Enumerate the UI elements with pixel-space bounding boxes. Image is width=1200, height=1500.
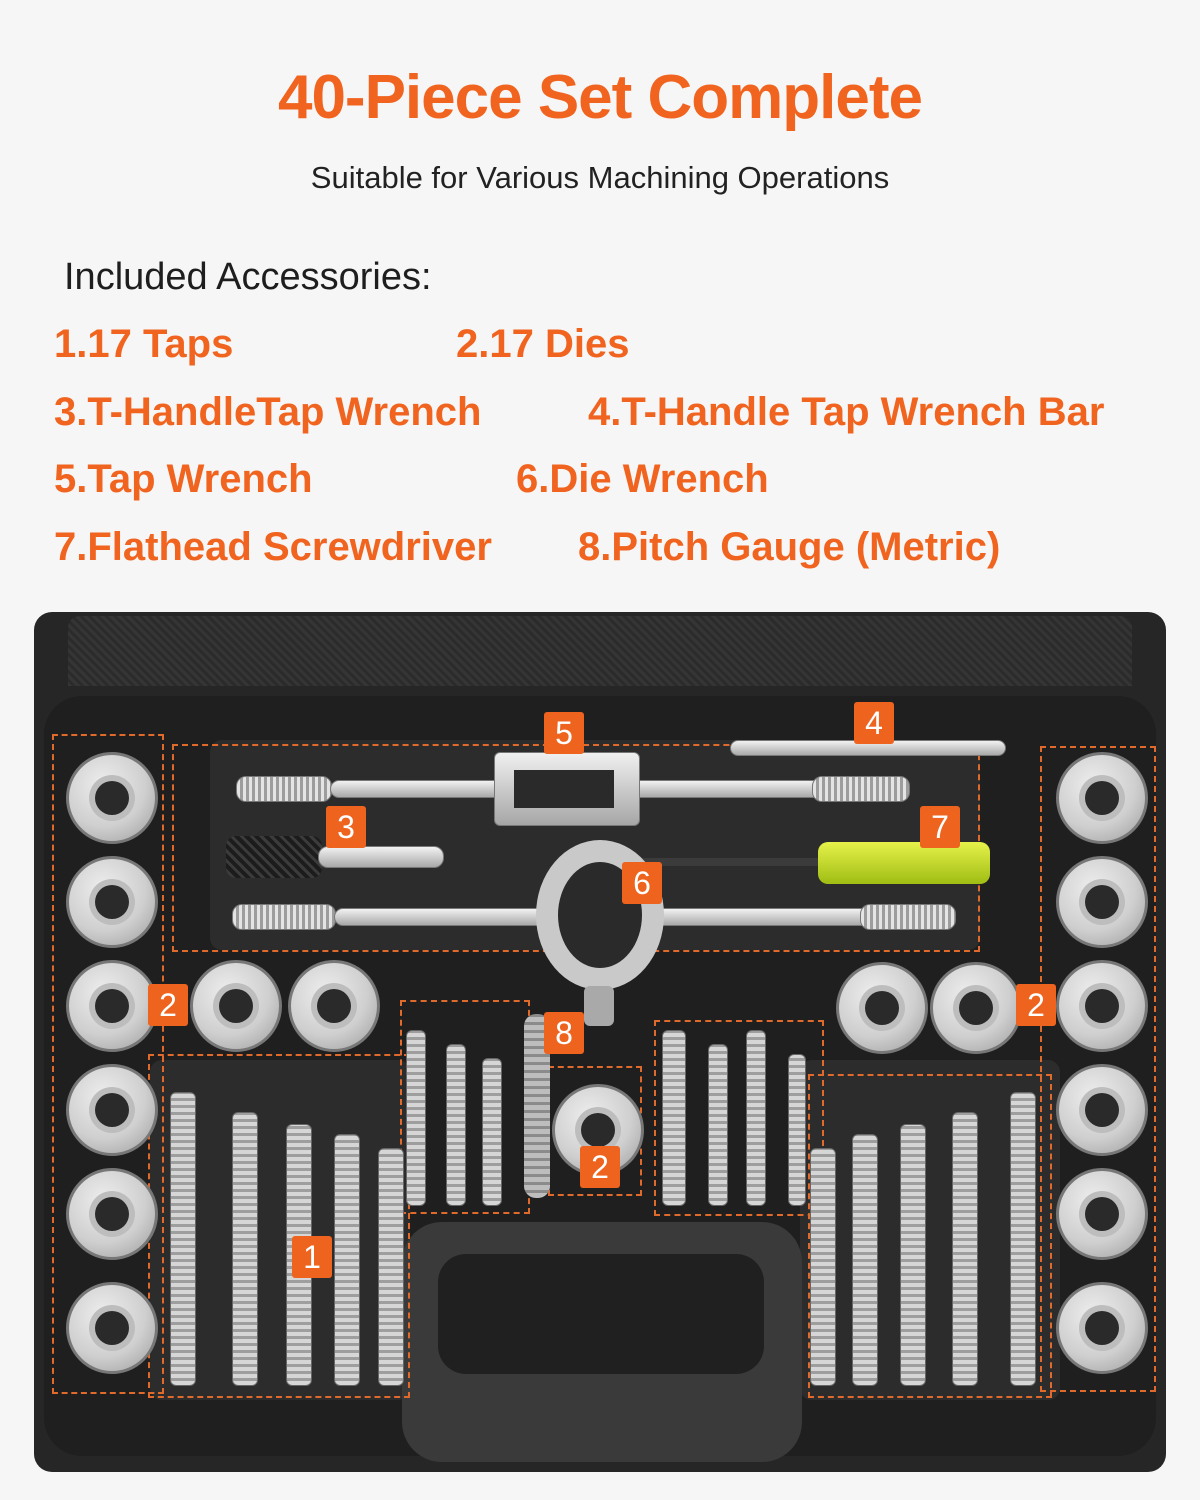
tap — [482, 1058, 502, 1206]
screwdriver-handle — [818, 842, 990, 884]
die — [66, 1282, 158, 1374]
tap — [446, 1044, 466, 1206]
tap — [662, 1030, 686, 1206]
die — [190, 960, 282, 1052]
tap — [334, 1134, 360, 1386]
tap-wrench-handle — [236, 776, 332, 802]
handle-hole — [438, 1254, 764, 1374]
callout-badge-dies: 2 — [1016, 984, 1056, 1026]
callout-badge-taps: 1 — [292, 1236, 332, 1278]
t-handle-chuck — [226, 836, 322, 878]
callout-badge-die-wrench: 6 — [622, 862, 662, 904]
tap — [900, 1124, 926, 1386]
accessory-item-2: 2.17 Dies — [456, 322, 630, 366]
tap — [170, 1092, 196, 1386]
accessory-item-5: 5.Tap Wrench — [54, 457, 313, 501]
tap — [708, 1044, 728, 1206]
tap — [788, 1054, 806, 1206]
accessory-item-7: 7.Flathead Screwdriver — [54, 525, 492, 569]
tap — [952, 1112, 978, 1386]
tap-wrench-slot — [514, 770, 614, 808]
accessory-item-3: 3.T-HandleTap Wrench — [54, 390, 482, 434]
tap — [746, 1030, 766, 1206]
tap — [378, 1148, 404, 1386]
callout-badge-t-handle-tap-wrench: 3 — [326, 806, 366, 848]
die — [66, 856, 158, 948]
callout-badge-screwdriver: 7 — [920, 806, 960, 848]
die — [66, 960, 158, 1052]
accessory-item-4: 4.T-Handle Tap Wrench Bar — [588, 390, 1105, 434]
tap — [406, 1030, 426, 1206]
die — [1056, 856, 1148, 948]
page-subtitle: Suitable for Various Machining Operations — [310, 160, 890, 195]
callout-badge-dies: 2 — [148, 984, 188, 1026]
tap — [810, 1148, 836, 1386]
tap-wrench-handle — [812, 776, 910, 802]
callout-badge-t-handle-bar: 4 — [854, 702, 894, 744]
tap — [1010, 1092, 1036, 1386]
die-wrench-screw — [584, 986, 614, 1026]
die — [1056, 1168, 1148, 1260]
accessory-item-6: 6.Die Wrench — [516, 457, 769, 501]
die — [1056, 1064, 1148, 1156]
callout-badge-tap-wrench: 5 — [544, 712, 584, 754]
accessories-heading: Included Accessories: — [64, 256, 432, 298]
die — [288, 960, 380, 1052]
t-handle-shaft — [318, 846, 444, 868]
die-wrench-handle — [860, 904, 956, 930]
die — [66, 752, 158, 844]
callout-badge-dies: 2 — [580, 1146, 620, 1188]
die — [66, 1064, 158, 1156]
page-title: 40-Piece Set Complete — [277, 63, 923, 132]
die — [1056, 960, 1148, 1052]
tap — [232, 1112, 258, 1386]
tap — [852, 1134, 878, 1386]
die — [66, 1168, 158, 1260]
accessory-item-1: 1.17 Taps — [54, 322, 234, 366]
die — [1056, 1282, 1148, 1374]
die — [1056, 752, 1148, 844]
case-lid-foam — [68, 616, 1132, 686]
die-wrench-handle — [232, 904, 336, 930]
die — [836, 962, 928, 1054]
callout-badge-pitch-gauge: 8 — [544, 1012, 584, 1054]
accessory-item-8: 8.Pitch Gauge (Metric) — [578, 525, 1001, 569]
die — [930, 962, 1022, 1054]
